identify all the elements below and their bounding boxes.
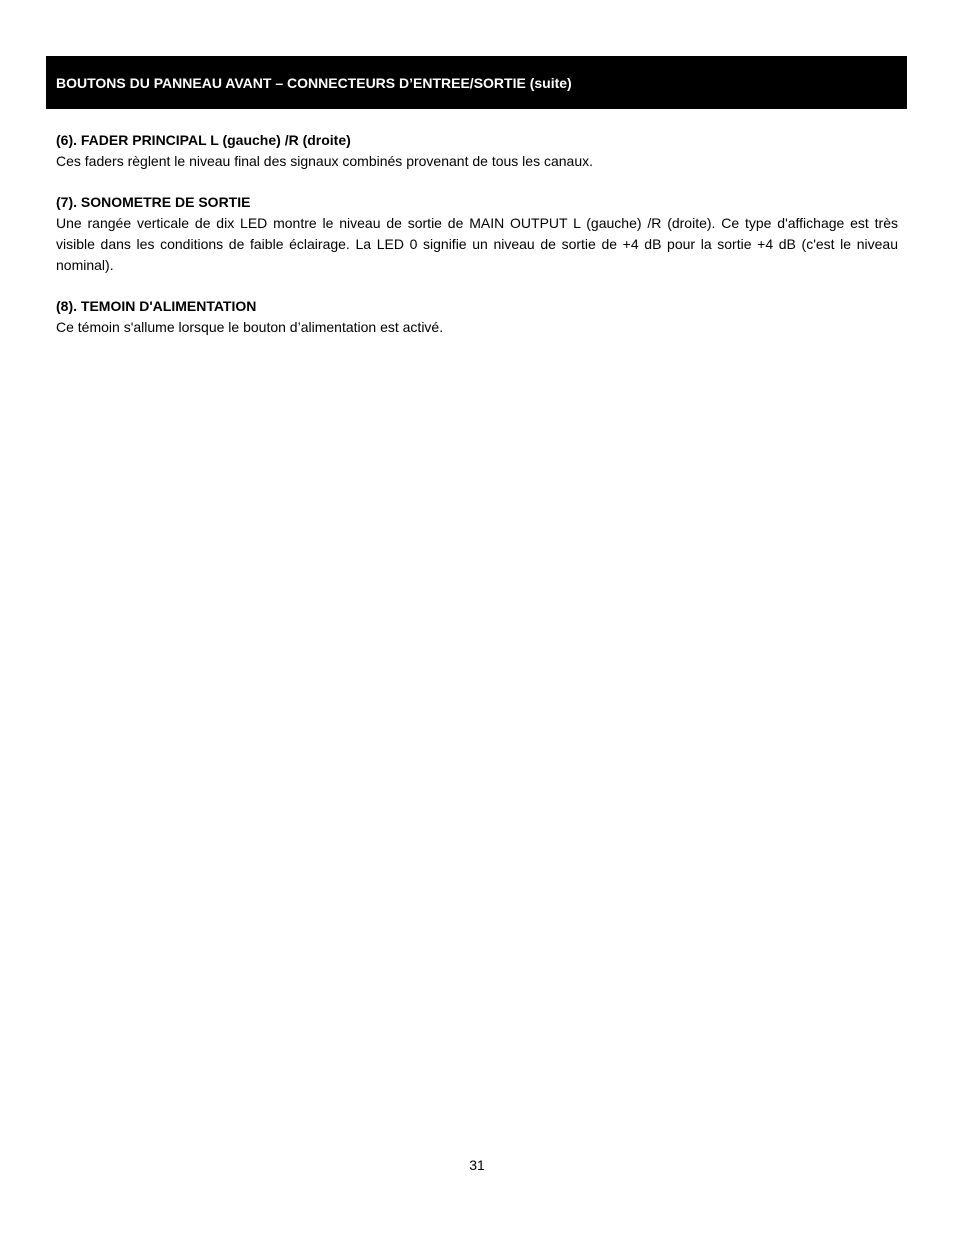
section-title: (7). SONOMETRE DE SORTIE: [56, 194, 251, 210]
section-power-indicator: [56, 296, 898, 338]
section-title: (6). FADER PRINCIPAL L (gauche) /R (droite): [56, 132, 351, 148]
document-content: [56, 130, 898, 358]
section-body: Une rangée verticale de dix LED montre le niveau de sortie de MAIN OUTPUT L (gauche) /R (droite). Ce type d'affichage est très visible dans les conditions de faible éclairage. La LED 0 signifie un niveau de sortie de +4 dB pour la sortie +4 dB (c'est le niveau nominal).: [56, 215, 898, 273]
section-header-title: BOUTONS DU PANNEAU AVANT – CONNECTEURS D’ENTREE/SORTIE (suite): [56, 74, 572, 91]
page-number: 31: [469, 1157, 485, 1173]
section-title: (8). TEMOIN D'ALIMENTATION: [56, 298, 257, 314]
section-header-bar: [46, 56, 907, 109]
section-main-fader: [56, 130, 898, 172]
section-output-meter: [56, 192, 898, 276]
section-body: Ces faders règlent le niveau final des signaux combinés provenant de tous les canaux.: [56, 153, 593, 169]
section-body: Ce témoin s'allume lorsque le bouton d’alimentation est activé.: [56, 319, 444, 335]
